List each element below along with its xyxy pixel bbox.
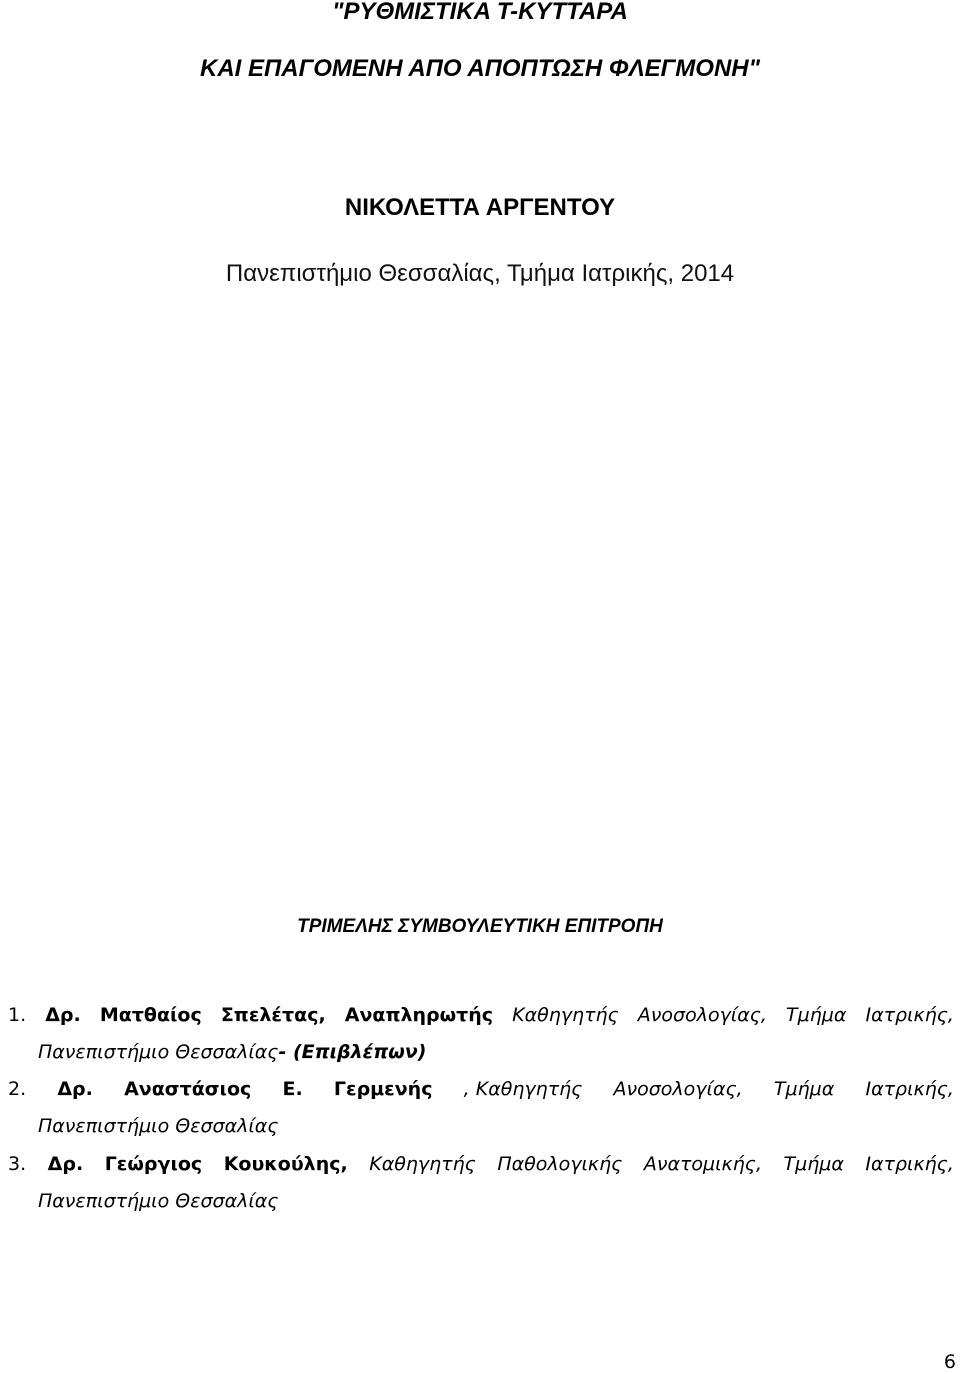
member-role-word: Τμήμα [773,1078,835,1100]
member-name-word: Ε. [282,1078,303,1100]
member-role-word: Καθηγητής [369,1153,476,1175]
committee-member-line-2 [8,1183,954,1220]
member-name-word: Ματθαίος [99,1004,202,1026]
member-role-word: Τμήμα [786,1004,847,1026]
member-name-word: Σπελέτας, [220,1004,326,1026]
member-name-word: Γεώργιος [104,1153,203,1175]
committee-member-line-2 [8,1034,954,1071]
thesis-title-line-2: ΚΑΙ ΕΠΑΓΟΜΕΝΗ ΑΠΟ ΑΠΟΠΤΩΣΗ ΦΛΕΓΜΟΝΗ" [200,55,760,82]
member-role-word: Ιατρικής, [865,1004,954,1026]
committee-heading: ΤΡΙΜΕΛΗΣ ΣΥΜΒΟΥΛΕΥΤΙΚΗ ΕΠΙΤΡΟΠΗ [297,916,663,937]
member-role-word: Καθηγητής [512,1004,619,1026]
supervisor-label: - (Επιβλέπων) [278,1041,427,1063]
page-number: 6 [943,1351,956,1373]
member-name-word: Γερμενής [333,1078,433,1100]
member-role-word: Ανοσολογίας, [613,1078,743,1100]
member-role-word: Ανοσολογίας, [637,1004,767,1026]
member-name-word: Κουκούλης, [223,1153,348,1175]
member-name-word: Δρ. [47,1153,84,1175]
member-role-word: Ιατρικής, [865,1153,954,1175]
committee-member-line-1 [8,1146,954,1183]
member-role-word: , Καθηγητής [463,1078,583,1100]
member-role-word: Τμήμα [783,1153,844,1175]
committee-member-line-1 [8,997,954,1034]
member-name-word: Δρ. [57,1078,93,1100]
member-number: 1. [8,1004,27,1026]
member-institution: Πανεπιστήμιο Θεσσαλίας [38,1115,279,1137]
committee-member-1 [8,997,954,1071]
member-institution: Πανεπιστήμιο Θεσσαλίας [38,1041,279,1063]
member-institution: Πανεπιστήμιο Θεσσαλίας [38,1190,279,1212]
author-name: ΝΙΚΟΛΕΤΤΑ ΑΡΓΕΝΤΟΥ [344,194,616,221]
member-role-word: Παθολογικής [497,1153,623,1175]
member-number: 2. [8,1078,27,1100]
thesis-title-line-1: "ΡΥΘΜΙΣΤΙΚΑ Τ-ΚΥΤΤΑΡΑ [332,0,628,25]
member-number: 3. [8,1153,27,1175]
member-role-word: Ανατομικής, [643,1153,762,1175]
member-role-word: Ιατρικής, [865,1078,954,1100]
member-name-word: Δρ. [45,1004,81,1026]
member-name-word: Αναπληρωτής [344,1004,494,1026]
committee-member-line-1 [8,1071,954,1108]
committee-member-line-2 [8,1108,954,1145]
member-name-word: Αναστάσιος [124,1078,252,1100]
affiliation: Πανεπιστήμιο Θεσσαλίας, Τμήμα Ιατρικής, 2014 [225,260,735,287]
committee-member-2 [8,1071,954,1145]
committee-member-3 [8,1146,954,1220]
